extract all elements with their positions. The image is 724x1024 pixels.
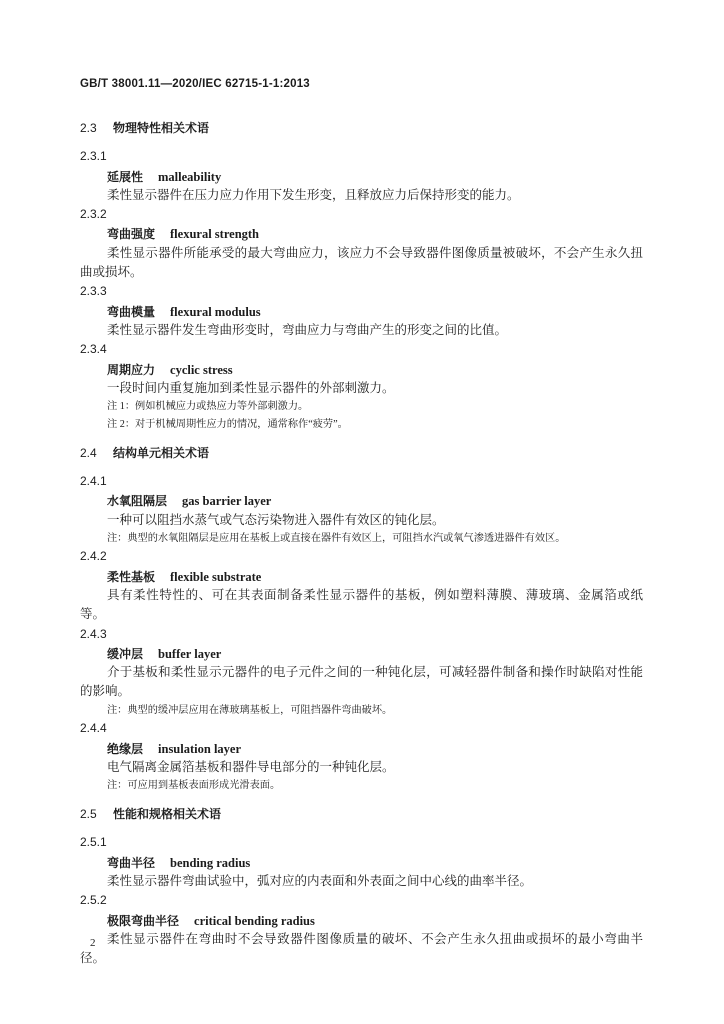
- term-chinese: 缓冲层: [107, 646, 144, 661]
- term-line: [80, 491, 643, 510]
- term-entry: [80, 340, 643, 433]
- section: [80, 443, 643, 795]
- term-entry: [80, 205, 643, 282]
- term-chinese: 弯曲模量: [107, 304, 156, 319]
- clause-number: 2.5.1: [80, 835, 107, 850]
- clause-number: 2.4.4: [80, 721, 107, 736]
- term-note: 注 1：例如机械应力或热应力等外部刺激力。: [107, 401, 309, 413]
- term-chinese: 柔性基板: [107, 569, 156, 584]
- clause-number: 2.5.2: [80, 893, 107, 908]
- term-entry: [80, 547, 643, 624]
- term-chinese: 弯曲半径: [107, 855, 156, 870]
- section: [80, 804, 643, 968]
- clause-number: 2.3.1: [80, 149, 107, 164]
- term-english: critical bending radius: [194, 913, 315, 928]
- term-definition: 柔性显示器件弯曲试验中，弧对应的内表面和外表面之间中心线的曲率半径。: [107, 874, 533, 888]
- section-title: 性能和规格相关术语: [113, 807, 222, 822]
- term-english: cyclic stress: [170, 362, 233, 377]
- term-entry: [80, 282, 643, 340]
- term-entry: [80, 891, 643, 968]
- term-line: [80, 224, 643, 243]
- term-chinese: 极限弯曲半径: [107, 913, 180, 928]
- page-number: 2: [90, 937, 96, 949]
- term-chinese: 延展性: [107, 169, 144, 184]
- term-entry: [80, 147, 643, 205]
- term-line: [80, 302, 643, 321]
- term-line: [80, 853, 643, 872]
- section-number: 2.4: [80, 445, 97, 460]
- term-definition: 一种可以阻挡水蒸气或气态污染物进入器件有效区的钝化层。: [107, 512, 445, 527]
- term-entry: [80, 472, 643, 547]
- term-note: 注：可应用到基板表面形成光滑表面。: [107, 780, 281, 792]
- term-definition: 柔性显示器件在弯曲时不会导致器件图像质量的破坏、不会产生永久扭曲或损坏的最小弯曲半径。: [80, 931, 643, 966]
- term-definition: 柔性显示器件发生弯曲形变时，弯曲应力与弯曲产生的形变之间的比值。: [107, 322, 508, 337]
- term-english: flexible substrate: [170, 569, 262, 584]
- term-entry: [80, 719, 643, 794]
- term-english: buffer layer: [158, 646, 222, 661]
- term-english: flexural strength: [170, 227, 260, 242]
- section-number: 2.5: [80, 807, 97, 822]
- section-heading: [80, 118, 643, 137]
- term-english: insulation layer: [158, 741, 242, 756]
- section-title: 物理特性相关术语: [113, 121, 210, 135]
- clause-number: 2.4.1: [80, 473, 107, 488]
- standard-header: GB/T 38001.11—2020/IEC 62715-1-1:2013: [80, 78, 310, 90]
- term-definition: 电气隔离金属箔基板和器件导电部分的一种钝化层。: [107, 759, 395, 774]
- clause-number: 2.4.3: [80, 626, 107, 641]
- term-chinese: 水氧阻隔层: [107, 494, 168, 509]
- section-heading: [80, 443, 643, 462]
- term-note: 注：典型的水氧阻隔层是应用在基板上或直接在器件有效区上，可阻挡水汽或氧气渗透进器件有效区。: [107, 532, 566, 544]
- term-line: [80, 360, 643, 379]
- term-english: gas barrier layer: [182, 494, 272, 509]
- page-content: [80, 76, 643, 968]
- term-line: [80, 644, 643, 663]
- term-chinese: 弯曲强度: [107, 227, 156, 242]
- term-line: [80, 167, 643, 186]
- term-line: [80, 739, 643, 758]
- term-line: [80, 911, 643, 930]
- term-english: flexural modulus: [170, 304, 261, 319]
- term-entry: [80, 833, 643, 891]
- section: [80, 118, 643, 433]
- section-number: 2.3: [80, 121, 97, 135]
- term-note: 注：典型的缓冲层应用在薄玻璃基板上，可阻挡器件弯曲破坏。: [107, 704, 393, 716]
- term-note: 注 2：对于机械周期性应力的情况，通常称作“疲劳”。: [107, 418, 348, 430]
- term-english: bending radius: [170, 855, 251, 870]
- clause-number: 2.3.2: [80, 207, 107, 222]
- term-line: [80, 567, 643, 586]
- term-entry: [80, 625, 643, 720]
- term-english: malleability: [158, 169, 222, 184]
- term-definition: 柔性显示器件在压力应力作用下发生形变，且释放应力后保持形变的能力。: [107, 187, 520, 202]
- term-chinese: 周期应力: [107, 362, 156, 377]
- term-definition: 柔性显示器件所能承受的最大弯曲应力，该应力不会导致器件图像质量被破坏，不会产生永久扭曲或损坏。: [80, 245, 643, 280]
- term-chinese: 绝缘层: [107, 741, 144, 756]
- term-definition: 具有柔性特性的、可在其表面制备柔性显示器件的基板，例如塑料薄膜、薄玻璃、金属箔或纸等。: [80, 587, 643, 622]
- clause-number: 2.4.2: [80, 549, 107, 564]
- section-heading: [80, 804, 643, 823]
- clause-number: 2.3.3: [80, 284, 107, 299]
- term-definition: 一段时间内重复施加到柔性显示器件的外部刺激力。: [107, 380, 395, 395]
- term-definition: 介于基板和柔性显示元器件的电子元件之间的一种钝化层，可减轻器件制备和操作时缺陷对性能的影响。: [80, 665, 643, 699]
- section-title: 结构单元相关术语: [113, 445, 210, 460]
- clause-number: 2.3.4: [80, 342, 107, 357]
